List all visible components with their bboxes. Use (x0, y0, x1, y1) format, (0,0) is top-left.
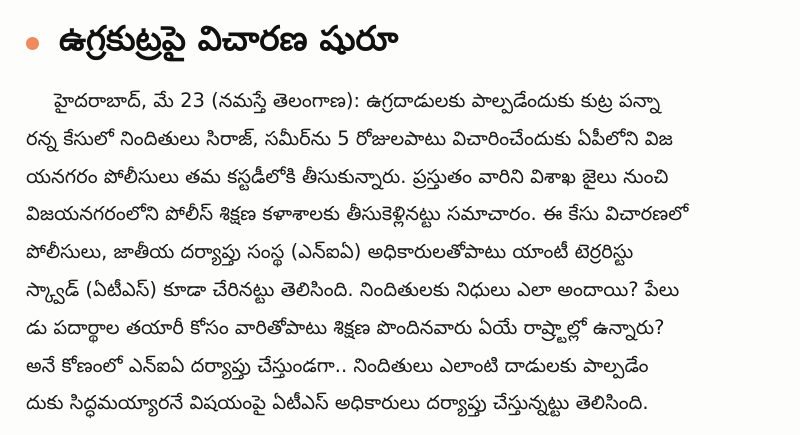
article-line: పోలీసులు, జాతీయ దర్యాప్తు సంస్థ (ఎన్‌ఐఏ) అధికారులతోపాటు యాంటీ టెర్రరిస్టు (26, 240, 634, 264)
headline-row (26, 14, 786, 72)
article-line: అనే కోణంలో ఎన్‌ఐఏ దర్యాప్తు చేస్తుండగా.. నిందితులు ఎలాంటి దాడులకు పాల్పడేం (26, 353, 649, 377)
article-line: దుకు సిద్ధమయ్యారనే విషయంపై ఏటీఎస్ అధికారులు దర్యాప్తు చేస్తున్నట్టు తెలిసింది. (26, 391, 649, 415)
article-line: విజయనగరంలోని పోలీస్ శిక్షణ కళాశాలకు తీసుకెళ్లినట్టు సమాచారం. ఈ కేసు విచారణలో (26, 202, 689, 226)
article-line: స్క్వాడ్ (ఏటీఎస్) కూడా చేరినట్టు తెలిసింది. నిందితులకు నిధులు ఎలా అందాయి? పేలు (26, 277, 680, 301)
article-line: యనగరం పోలీసులు తమ కస్టడీలోకి తీసుకున్నారు. ప్రస్తుతం వారిని విశాఖ జైలు నుంచి (26, 164, 669, 188)
bullet-icon (26, 37, 39, 50)
article-line: హైదరాబాద్, మే 23 (నమస్తే తెలంగాణ): ఉగ్రదాడులకు పాల్పడేందుకు కుట్ర పన్నా (54, 89, 661, 112)
article-line: రన్న కేసులో నిందితులు సిరాజ్, సమీర్‌ను 5 రోజులపాటు విచారించేందుకు ఏపీలోని విజ (26, 126, 673, 150)
article-line: డు పదార్థాల తయారీ కోసం వారితోపాటు శిక్షణ పొందినవారు ఏయే రాష్ర్టాల్లో ఉన్నారు? (26, 315, 665, 339)
headline: ఉగ్రకుట్రపై విచారణ షురూ (59, 19, 399, 59)
article-body (26, 82, 782, 422)
